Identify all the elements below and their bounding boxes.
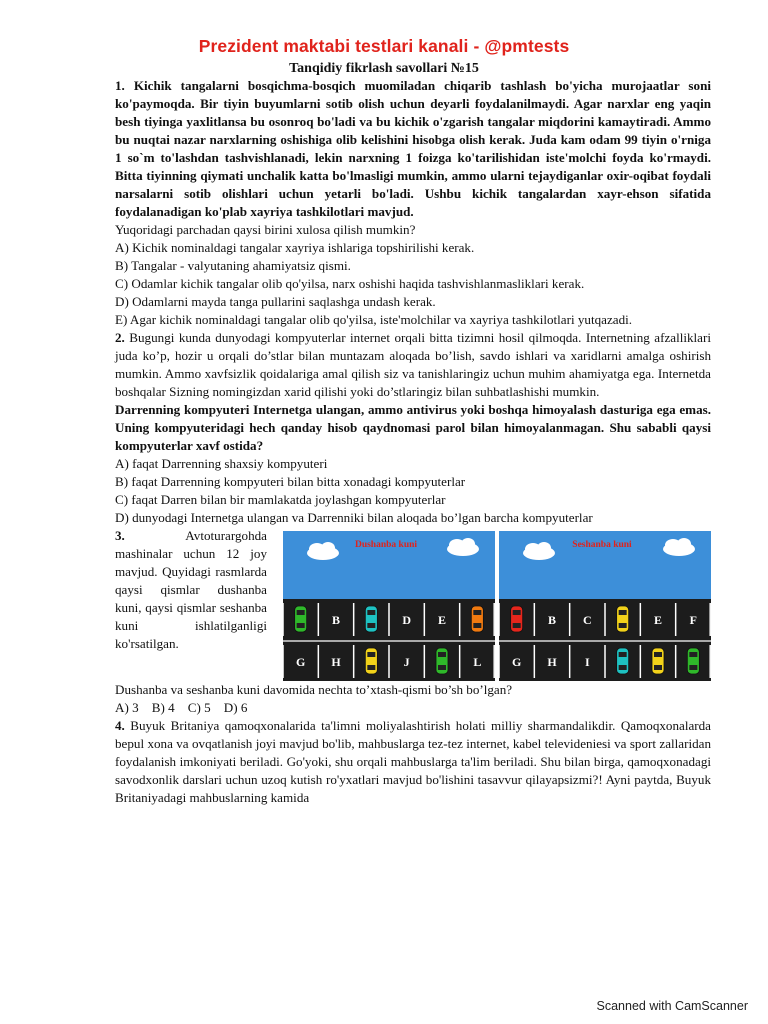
q1-option-b: B) Tangalar - valyutaning ahamiyatsiz qismi.	[115, 258, 351, 273]
q4-text: Buyuk Britaniya qamoqxonalarida ta'limni moliyalashtirish holati milliy sharmandalikdir. Qamoqxonalarda bepul xona va ovqatlanish joyi mavjud bo'lib, mahbuslarga tez-tez internet, kabel televideniesi va sport zallaridan foydalanish imkoniyati beriladi. Go'yoki, shu orqali mahbuslarga ta'lim beriladi. Shu bilan birga, qamoqxonadagi savodxonlik darslari uchun uzoq kutish ro'yxatlari mavjud bo'lishini tasavvur qilayapsizmi?! Ayni paytda, Buyuk Britaniyadagi mahbuslarning kamida	[115, 718, 711, 805]
q1-option-c: C) Odamlar kichik tangalar olib qo'yilsa, narx oshishi haqida tashvishlanmasliklari kerak.	[115, 276, 585, 291]
car-window-icon	[438, 652, 446, 657]
q2-number: 2.	[115, 330, 125, 345]
car-window-icon	[654, 665, 662, 670]
channel-title: Prezident maktabi testlari kanali - @pmtests	[198, 36, 570, 56]
car-window-icon	[619, 652, 627, 657]
q1-number: 1.	[115, 78, 125, 93]
cloud-icon	[537, 542, 551, 554]
car-window-icon	[473, 610, 481, 615]
top-slot-label: B	[331, 613, 341, 627]
q2-scenario: Darrenning kompyuteri Internetga ulangan, ammo antivirus yoki boshqa himoyalash dasturiga ega emas. Uning kompyuteridagi hech qanday hisob qaydnomasi parol bilan himoyalanmagan. Shu sababli qaysi kompyuterlar xavf ostida?	[115, 402, 711, 453]
q3-passage	[115, 527, 267, 653]
yellow-car-icon	[652, 648, 664, 674]
car-window-icon	[619, 610, 627, 615]
top-slot-label: E	[653, 613, 663, 627]
yellow-car-icon	[617, 606, 629, 632]
q3-options	[115, 699, 711, 717]
cloud-icon	[677, 538, 691, 550]
car-window-icon	[619, 665, 627, 670]
panel-title: Seshanba kuni	[572, 540, 632, 550]
test-subtitle: Tanqidiy fikrlash savollari №15	[289, 61, 479, 76]
q2-option-b: B) faqat Darrenning kompyuteri bilan bitta xonadagi kompyuterlar	[115, 474, 466, 489]
q1-text: Kichik tangalarni bosqichma-bosqich muomiladan chiqarib tashlash bo'yicha murojaatlar soni ko'paymoqda. Bir tiyin buyumlarni sotib olish uchun deyarli foydalanilmaydi. Agar narxlar eng yaqin besh tiyinga yaxlitlansa bu osonroq bo'ladi va bu kichik o'zgarish tangalar miqdorini kamaytiradi. Ammo bu nuqtai nazar narxlarning oshishiga olib kelishini hisobga olish kerak. Juda kam odam 99 tiyin o'rniga 1 so`m to'lashdan tashvishlanadi, lekin narxning 1 foizga ko'tarilishidan iste'molchi foyda ko'rmaydi. Bitta tiyinning qiymati unchalik katta bo'lmasligi mumkin, ammo ularni tejaydiganlar oxir-oqibat foydali narsalarni sotib olishlari uchun yetarli bo'ladi. Ushbu kichik tangalardan xayr-ehson sifatida foydalanadigan ko'plab xayriya tashkilotlari mavjud.	[115, 78, 711, 219]
cloud-icon	[321, 542, 335, 554]
q2-passage	[115, 329, 711, 401]
car-window-icon	[297, 623, 305, 628]
car-window-icon	[689, 652, 697, 657]
top-slot-label: B	[547, 613, 557, 627]
car-window-icon	[513, 610, 521, 615]
car-window-icon	[367, 623, 375, 628]
q3-number: 3.	[115, 528, 125, 543]
q4-number: 4.	[115, 718, 125, 733]
top-slot-label: D	[402, 613, 412, 627]
document-body	[115, 77, 711, 807]
bottom-slot-label: I	[584, 655, 590, 669]
top-slot-label: C	[582, 613, 592, 627]
q1-option-e: E) Agar kichik nominaldagi tangalar olib qo'yilsa, iste'molchilar va xayriya tashkilotlari yutqazadi.	[115, 312, 633, 327]
bottom-slot-label: G	[295, 655, 306, 669]
q2-text: Bugungi kunda dunyodagi kompyuterlar internet orqali bitta tizimni hosil qilmoqda. Internetning afzalliklari juda ko’p, hozir u orqali do’stlar bilan muntazam aloqada bo’lish, savdo ishlari va xaridlarni amalga oshirish mumkin. Ammo xavfsizlik qoidalariga amal qilish siz va tanishlaringiz uchun muhim ahamiyatga ega. Internetda boshqalar Sizning nomingizdan xarid qilishi yoki do’stlaringiz bilan suhbatlashishi mumkin.	[115, 330, 711, 399]
car-window-icon	[513, 623, 521, 628]
q3-text: Avtoturargohda mashinalar uchun 12 joy mavjud. Quyidagi rasmlarda qaysi qismlar dushanba kuni, qaysi qismlar seshanba kuni ishlatilganligi ko'rsatilgan.	[115, 528, 267, 651]
car-window-icon	[367, 610, 375, 615]
bottom-slot-label: J	[403, 655, 410, 669]
q2-option-d: D) dunyodagi Internetga ulangan va Darrenniki bilan aloqada bo’lgan barcha kompyuterlar	[115, 510, 593, 525]
panel-title: Dushanba kuni	[354, 540, 418, 550]
q3-question: Dushanba va seshanba kuni davomida nechta to’xtash-qismi bo’sh bo’lgan?	[115, 682, 513, 697]
car-window-icon	[689, 665, 697, 670]
q3-option-d: D) 6	[223, 700, 248, 715]
q1-option-a: A) Kichik nominaldagi tangalar xayriya ishlariga topshirilishi kerak.	[115, 240, 475, 255]
top-slot-label: E	[437, 613, 447, 627]
bottom-slot-label: L	[473, 655, 482, 669]
parking-lot-figure	[283, 531, 711, 681]
teal-car-icon	[365, 606, 377, 632]
q1-question: Yuqoridagi parchadan qaysi birini xulosa qilish mumkin?	[115, 222, 416, 237]
green-car-icon	[295, 606, 307, 632]
teal-car-icon	[617, 648, 629, 674]
green-car-icon	[687, 648, 699, 674]
top-slot-label: F	[689, 613, 698, 627]
car-window-icon	[438, 665, 446, 670]
q2-option-c: C) faqat Darren bilan bir mamlakatda joylashgan kompyuterlar	[115, 492, 446, 507]
q3-block	[115, 527, 711, 681]
bottom-slot-label: G	[511, 655, 522, 669]
orange-car-icon	[471, 606, 483, 632]
car-window-icon	[297, 610, 305, 615]
q3-option-b: B) 4	[151, 700, 175, 715]
car-window-icon	[367, 652, 375, 657]
bottom-slot-label: H	[547, 655, 557, 669]
yellow-car-icon	[365, 648, 377, 674]
car-window-icon	[473, 623, 481, 628]
q1-option-d: D) Odamlarni mayda tanga pullarini saqlashga undash kerak.	[115, 294, 436, 309]
red-car-icon	[511, 606, 523, 632]
car-window-icon	[619, 623, 627, 628]
q3-option-c: C) 5	[187, 700, 211, 715]
q2-option-a: A) faqat Darrenning shaxsiy kompyuteri	[115, 456, 328, 471]
q4-passage	[115, 717, 711, 807]
car-window-icon	[367, 665, 375, 670]
car-window-icon	[654, 652, 662, 657]
bottom-slot-label: H	[331, 655, 341, 669]
q1-passage	[115, 77, 711, 221]
scanner-watermark: Scanned with CamScanner	[596, 999, 748, 1013]
q3-option-a: A) 3	[115, 700, 139, 715]
cloud-icon	[461, 538, 475, 550]
green-car-icon	[436, 648, 448, 674]
